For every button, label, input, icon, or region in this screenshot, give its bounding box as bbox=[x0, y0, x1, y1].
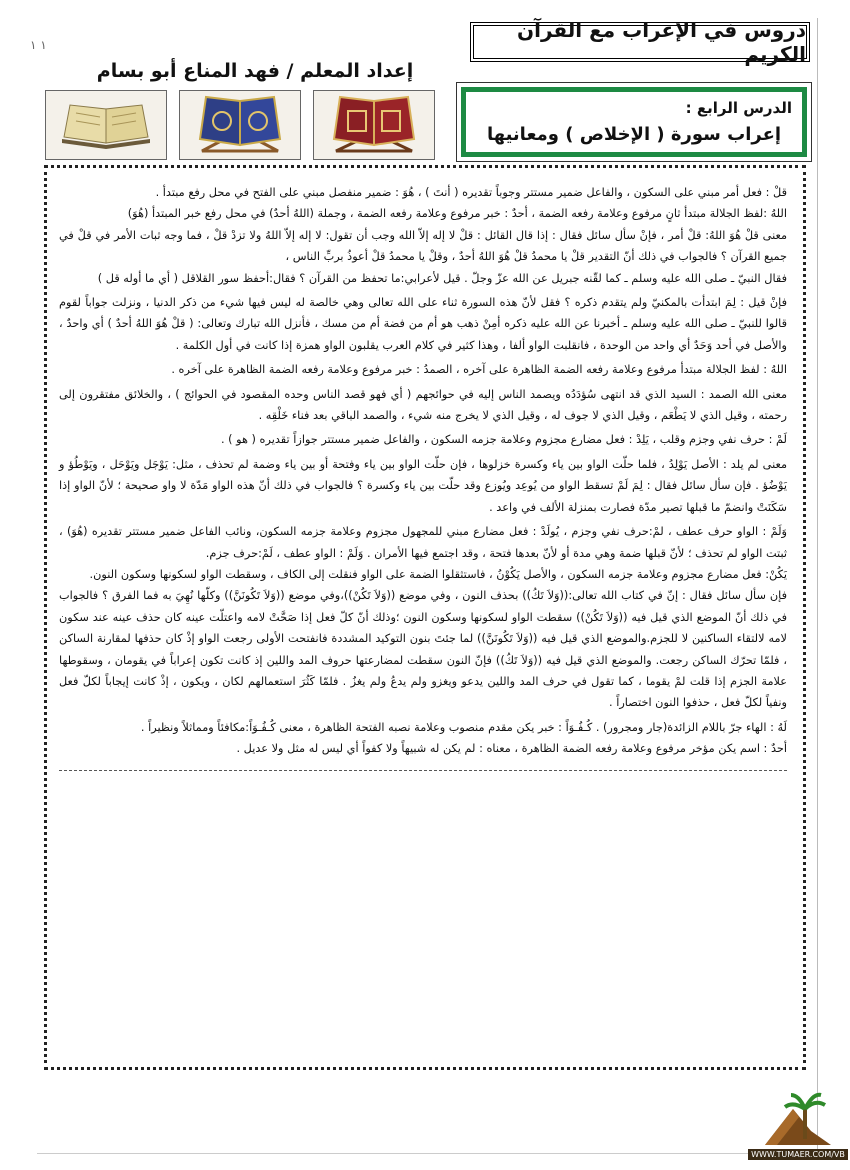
quran-book-open-blue bbox=[179, 90, 301, 160]
paragraph-qul: قلْ : فعل أمر مبني على السكون ، والفاعل ضمير مستتر وجوباً تقديره ( أنتَ ) ، هُوَ : ضمير منفصل مبني على الفتح في محل رفع مبتدأ . bbox=[155, 186, 787, 199]
site-logo bbox=[751, 1080, 845, 1160]
author-line: إعداد المعلم / فهد المناع أبو بسام bbox=[96, 60, 414, 82]
paragraph-meaning-qul: معنى قلْ هُوَ اللهُ: قلْ أمر ، فإنْ سأل سائل فقال : إذا قال القائل : قلْ لا إله إلاّ الله وجب أن تقول: لا إله إلاّ اللهُ ولا تزدْ قلْ ، فما وجه ثبات الأمر في قلْ في جميع القرآن ؟ فالجواب في ذلك أنّ التقدير قلْ يا محمدُ قلْ هُوَ اللهُ أحدٌ ، وقلْ يا محمدُ قلْ أعوذُ بربِّ الناس ، bbox=[59, 228, 787, 264]
paragraph-yakun: يَكُنْ: فعل مضارع مجزوم وعلامة جزمه السكون ، والأصل يَكُوْنُ ، فاستثقلوا الضمة على الواو فنقلت إلى الكاف ، وسقطت الواو لسكونها وسكون النون. bbox=[89, 567, 787, 581]
quran-book-open-gold bbox=[45, 90, 167, 160]
lesson-label: الدرس الرابع : bbox=[685, 99, 792, 118]
site-caption: WWW.TUMAER.COM/VB bbox=[748, 1149, 848, 1160]
paragraph-question-takun: فإن سأل سائل فقال : إنّ في كتاب الله تعالى:((وَلاَ تَكُ)) بحذف النون ، وفي موضع ((وَلاَ تَكُنْ))،وفي موضع ((وَلاَ تَكُونَنَّ)) وكلّها نُهِيَ به فما الفرق ؟ فالجواب في ذلك أنّ الموضع الذي قيل فيه ((وَلاَ تَكُنْ)) سقطت الواو لسكونها وسكون النون ؛وذلك أنّ كلّ فعل إذا صَحَّتْ لامه واعتلّت عينه كان حذف عينه عند سكون لامه لالتقاء الساكنين لا للجزم.والموضع الذي قيل فيه ((وَلاَ تَكُونَنَّ)) لما جئتَ بنون التوكيد المشددة فانفتحت الأولى رجعت الواو إذْ كان حذفها لمقارنة الساكن ، فلمّا تحرّك الساكن رجعت. والموضع الذي قيل فيه ((وَلاَ تَكُ)) فإنّ النون سقطت لمضارعتها حروف المد واللين إذ كانت تكون إعراباً في يقومان ، وسقوطها علامة الجزم إذا قلت لمْ يقوما ، كما تقول في حرف المد واللين يدعو ويغزو ولم يدعُ ولم يغزُ . فلمّا كَثُرَ استعمالهم لكان ، ويكون ، إذْ كانت إيجاباً لكلّ فعل ونفياً لكلّ فعل ، حذفوا النون اختصاراً . bbox=[59, 589, 787, 710]
book-images bbox=[45, 90, 435, 160]
lesson-content bbox=[44, 165, 806, 1070]
open-book-blue-icon bbox=[190, 95, 290, 155]
paragraph-ahad: أحدٌ : اسم يكن مؤخر مرفوع وعلامة رفعه الضمة الظاهرة ، معناه : لم يكن له شبيهاً ولا كفواً أي ليس له مثل ولا عديل . bbox=[236, 742, 787, 756]
paragraph-allah-samad: اللهُ : لفظ الجلالة مبتدأ مرفوع وعلامة رفعه الضمة الظاهرة على آخره ، الصمدُ : خبر مرفوع وعلامة رفعه الضمة الظاهرة على آخره . bbox=[171, 363, 787, 377]
paragraph-prophet: فقال النبيّ ـ صلى الله عليه وسلم ـ كما لقّنه جبريل عن الله عزّ وجلّ . قيل لأعرابي:ما تحفظ من القرآن ؟ فقال:أحفظ سور القلاقل ( أي ما أوله قل ) bbox=[97, 271, 787, 285]
paragraph-lahu-kufuwan: لَهُ : الهاء جرّ باللام الزائدة(جار ومجرور) . كُـفُـوَاً : خبر يكن مقدم منصوب وعلامة نصبه الفتحة الظاهرة ، معنى كُـفُـوَاً:مكافئاً ومماثلاً ونظيراً . bbox=[140, 720, 787, 734]
paragraph-meaning-lam-yalid: معنى لم يلد : الأصل يَوْلِدُ ، فلما حلّت الواو بين ياء وكسرة خزلوها ، فإن حلّت الواو بين ياء وفتحة أو بين ياء وضمة لم تحذف ، مثل: يَوْجَل ويَوْحَل ، ويَوْطُؤ و يَوْضُؤ . فإن سأل سائل فقال : لِمَ لَمْ تسقط الواو من يُوعِد ويُوزع وقد حلّت بين ياء وكسرة ؟ فالجواب في ذلك أنّ هذه الواو مَدّة لا واو صحيحة ؛ لأنّ الواو إذا سَكَنَتْ وانضمّ ما قبلها تصير مدّة فصارت بمنزلة الألف في واعد . bbox=[59, 457, 787, 514]
paragraph-allah-ahad: اللهُ :لفظ الجلالة مبتدأ ثانٍ مرفوع وعلامة رفعه الضمة ، أحدٌ : خبر مرفوع وعلامة رفعه الضمة ، وجملة (اللهُ أحدٌ) في محل رفع خبر المبتدأ (هُوَ) bbox=[127, 207, 787, 221]
page-mark: ١ ١ bbox=[30, 38, 47, 52]
paragraph-meaning-samad: معنى الله الصمد : السيد الذي قد انتهى سُؤدَدُه ويصمد الناس إليه في حوائجهم ( أي فهو قصد الناس وحده المقصود في الحوائج ) ، والخلائق مفتقرون إلى رحمته ، وقيل الذي لا يَطْعَم ، وقيل الذي لا جوف له ، وقيل الذي لا يخرج منه شيء ، والصمد الباقي بعد فناء خَلْقِه . bbox=[59, 387, 787, 423]
lesson-box bbox=[456, 82, 812, 162]
series-title: دروس في الإعراب مع القرآن الكريم bbox=[470, 22, 810, 62]
lesson-subtitle: إعراب سورة ( الإخلاص ) ومعانيها bbox=[486, 123, 782, 145]
palm-tree-logo-icon bbox=[763, 1091, 833, 1147]
paragraph-lam-yalid: لَمْ : حرف نفي وجزم وقلب ، يَلِدْ : فعل مضارع مجزوم وعلامة جزمه السكون ، والفاعل ضمير مستتر جوازاً تقديره ( هو ) . bbox=[220, 433, 787, 447]
lesson-inner-frame bbox=[461, 87, 807, 157]
paragraph-question-makni: فإنْ قيل : لِمَ ابتدأت بالمكنيّ ولم يتقدم ذكره ؟ فقل لأنّ هذه السورة ثناء على الله تعالى وهي خالصة له ليس فيها شيء من ذكر الدنيا ، ونزلت جواباً لقوم قالوا للنبيّ ـ صلى الله عليه وسلم ـ أخبرنا عن الله عليه ذكره أمِنْ ذهب هو أم من فضة أم من مسك ، فأنزل الله تبارك وتعالى: ( قلْ هُوَ اللهُ أحدٌ ) أي واحدٌ ، والأصل في أحد وَحَدٌ أي واحد من الوحدة ، فانقلبت الواو ألفا ، وهذا كثير في كلام العرب يقلبون الواو همزة إذا كانت في أول الكلمة . bbox=[59, 296, 787, 352]
open-book-red-icon bbox=[324, 95, 424, 155]
open-book-gold-icon bbox=[56, 99, 156, 151]
paragraph-wa-lam-yulad: وَلَمْ : الواو حرف عطف ، لمْ:حرف نفي وجزم ، يُولَدْ : فعل مضارع مبني للمجهول مجزوم وعلامة جزمه السكون، ونائب الفاعل ضمير مستتر تقديره (هُوَ) ، ثبتت الواو لم تحذف ؛ لأنّ قبلها ضمة وهي مدة أو لأنّ بعدها فتحة ، وقد اجتمع فيها الأمران . وَلَمْ : الواو عطف ، لَمْ:حرف جزم. bbox=[59, 525, 787, 560]
quran-book-open-red bbox=[313, 90, 435, 160]
divider-dashed bbox=[59, 770, 787, 771]
